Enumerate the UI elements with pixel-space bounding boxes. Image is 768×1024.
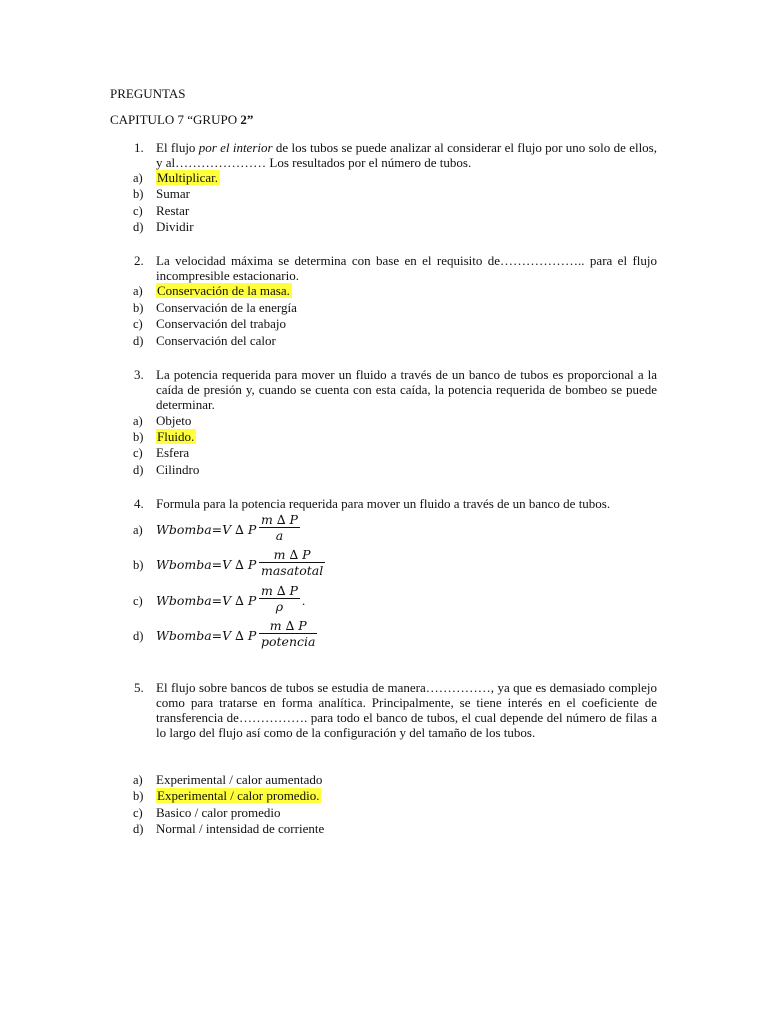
q4-option-c-formula-lhs: Wbomba=V ∆ P xyxy=(156,593,257,608)
q3-option-d-label: d) xyxy=(133,463,144,477)
q4-option-a-fraction xyxy=(259,513,300,543)
q2-option-d-text: Conservación del calor xyxy=(156,333,276,348)
q4-option-c-label: c) xyxy=(133,594,143,608)
q2-option-d-label: d) xyxy=(133,334,144,348)
q5-option-d-text: Normal / intensidad de corriente xyxy=(156,821,325,836)
q2-option-a-highlight: Conservación de la masa. xyxy=(157,283,290,298)
question-3-text: La potencia requerida para mover un fluido a través de un banco de tubos es proporcional a la caída de presión y, cuando se cuenta con esta caída, la potencia requerida de bombeo se puede determinar. xyxy=(156,367,657,412)
q4-option-c-numerator: m ∆ P xyxy=(261,583,298,598)
question-2-text: La velocidad máxima se determina con base en el requisito de……………….. para el flujo incompresible estacionario. xyxy=(156,253,657,283)
q3-option-a-label: a) xyxy=(133,414,143,428)
q2-option-c-label: c) xyxy=(133,317,143,331)
q5-option-c-label: c) xyxy=(133,806,143,820)
q4-option-d-label: d) xyxy=(133,629,144,643)
q4-option-a-numerator: m ∆ P xyxy=(261,512,298,527)
document-title: PREGUNTAS xyxy=(110,86,186,101)
q5-option-c-text: Basico / calor promedio xyxy=(156,805,281,820)
q4-option-b-formula-lhs: Wbomba=V ∆ P xyxy=(156,557,257,572)
question-5-number: 5. xyxy=(134,680,144,695)
q4-option-a-formula-lhs: Wbomba=V ∆ P xyxy=(156,522,257,537)
question-3-number: 3. xyxy=(134,367,144,382)
q2-option-b-label: b) xyxy=(133,301,144,315)
q1-option-b-label: b) xyxy=(133,187,144,201)
q4-option-c-denominator: ρ xyxy=(275,599,284,614)
q2-option-a-label: a) xyxy=(133,284,143,298)
q1-option-d-label: d) xyxy=(133,220,144,234)
q4-option-b-numerator: m ∆ P xyxy=(273,547,311,562)
q1-option-c-text: Restar xyxy=(156,203,190,218)
q4-option-a-denominator: a xyxy=(275,528,284,543)
q1-option-a-text xyxy=(156,170,220,186)
q4-option-b-denominator: masatotal xyxy=(261,563,324,578)
q4-option-d-formula-lhs: Wbomba=V ∆ P xyxy=(156,628,257,643)
q4-option-d-numerator: m ∆ P xyxy=(269,618,307,633)
q4-option-b-label: b) xyxy=(133,558,144,572)
q2-option-a-text xyxy=(156,283,292,299)
question-1-text-italic: por el interior xyxy=(198,140,273,155)
question-1-number: 1. xyxy=(134,140,144,155)
q3-option-b-text xyxy=(156,429,196,445)
chapter-heading xyxy=(110,112,253,128)
q5-option-b-highlight: Experimental / calor promedio. xyxy=(157,788,320,803)
q5-option-b-text xyxy=(156,788,321,804)
q1-option-a-label: a) xyxy=(133,171,143,185)
q5-option-a-text: Experimental / calor aumentado xyxy=(156,772,323,787)
q3-option-d-text: Cilindro xyxy=(156,462,200,477)
q1-option-b-text: Sumar xyxy=(156,186,190,201)
chapter-number: 2” xyxy=(240,112,254,127)
q4-option-d-fraction xyxy=(259,619,317,649)
q1-option-d-text: Dividir xyxy=(156,219,194,234)
q1-option-c-label: c) xyxy=(133,204,143,218)
question-4-number: 4. xyxy=(134,496,144,511)
question-2-number: 2. xyxy=(134,253,144,268)
q4-option-c-trailing-dot: . xyxy=(302,593,306,608)
q2-option-c-text: Conservación del trabajo xyxy=(156,316,286,331)
q1-option-a-highlight: Multiplicar. xyxy=(157,170,219,185)
question-1-text-post: de los tubos se puede analizar al considerar el flujo por uno solo de ellos, y al………………… Los resultados por el número de tubos. xyxy=(156,140,657,170)
q4-option-a-label: a) xyxy=(133,523,143,537)
q3-option-c-label: c) xyxy=(133,446,143,460)
q5-option-b-label: b) xyxy=(133,789,144,803)
q3-option-b-highlight: Fluido. xyxy=(157,429,195,444)
q2-option-b-text: Conservación de la energía xyxy=(156,300,297,315)
question-1-text-pre: El flujo xyxy=(156,140,199,155)
q4-option-c-fraction xyxy=(259,584,300,614)
chapter-prefix: CAPITULO 7 “GRUPO xyxy=(110,112,241,127)
question-5-text: El flujo sobre bancos de tubos se estudia de manera……………, ya que es demasiado complejo como para tratarse en forma analítica. Principalmente, se tiene interés en el coeficiente de transferencia de……………. para todo el banco de tubos, el cual depende del número de filas a lo largo del flujo así como de la configuración y del tamaño de los tubos. xyxy=(156,680,657,740)
q3-option-a-text: Objeto xyxy=(156,413,192,428)
q5-option-a-label: a) xyxy=(133,773,143,787)
q4-option-b-fraction xyxy=(259,548,325,578)
question-1-text xyxy=(156,140,657,170)
question-4-text: Formula para la potencia requerida para mover un fluido a través de un banco de tubos. xyxy=(156,496,611,511)
q5-option-d-label: d) xyxy=(133,822,144,836)
q3-option-b-label: b) xyxy=(133,430,144,444)
q4-option-d-denominator: potencia xyxy=(261,634,316,649)
q3-option-c-text: Esfera xyxy=(156,445,190,460)
